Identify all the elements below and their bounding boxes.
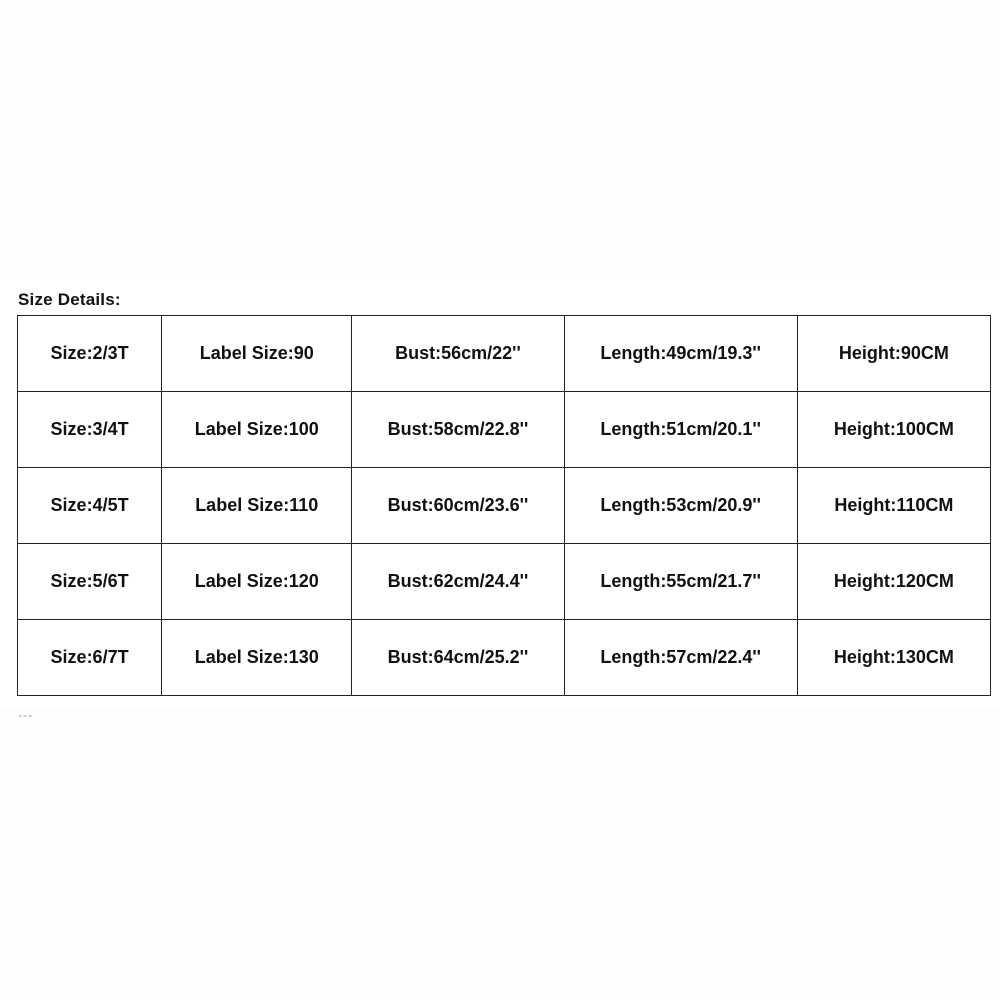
table-row xyxy=(18,620,991,696)
label-size-cell: Label Size:110 xyxy=(162,468,352,544)
label-size-cell: Label Size:130 xyxy=(162,620,352,696)
bust-cell: Bust:58cm/22.8'' xyxy=(352,392,564,468)
top-blank-area xyxy=(0,0,1000,278)
bottom-blank-area xyxy=(0,708,1000,1000)
size-details-heading: Size Details: xyxy=(18,290,121,309)
size-cell: Size:2/3T xyxy=(18,316,162,392)
table-row xyxy=(18,544,991,620)
size-cell: Size:3/4T xyxy=(18,392,162,468)
length-cell: Length:49cm/19.3'' xyxy=(564,316,797,392)
bust-cell: Bust:60cm/23.6'' xyxy=(352,468,564,544)
table-row xyxy=(18,468,991,544)
length-cell: Length:57cm/22.4'' xyxy=(564,620,797,696)
label-size-cell: Label Size:120 xyxy=(162,544,352,620)
label-size-cell: Label Size:90 xyxy=(162,316,352,392)
bust-cell: Bust:62cm/24.4'' xyxy=(352,544,564,620)
size-cell: Size:5/6T xyxy=(18,544,162,620)
size-chart-table xyxy=(17,315,991,696)
height-cell: Height:90CM xyxy=(797,316,990,392)
bust-cell: Bust:56cm/22'' xyxy=(352,316,564,392)
height-cell: Height:100CM xyxy=(797,392,990,468)
table-row xyxy=(18,392,991,468)
length-cell: Length:55cm/21.7'' xyxy=(564,544,797,620)
label-size-cell: Label Size:100 xyxy=(162,392,352,468)
table-row xyxy=(18,316,991,392)
height-cell: Height:120CM xyxy=(797,544,990,620)
size-cell: Size:4/5T xyxy=(18,468,162,544)
length-cell: Length:51cm/20.1'' xyxy=(564,392,797,468)
height-cell: Height:130CM xyxy=(797,620,990,696)
length-cell: Length:53cm/20.9'' xyxy=(564,468,797,544)
footer-dash-mark: --- xyxy=(18,708,33,722)
bust-cell: Bust:64cm/25.2'' xyxy=(352,620,564,696)
height-cell: Height:110CM xyxy=(797,468,990,544)
size-cell: Size:6/7T xyxy=(18,620,162,696)
